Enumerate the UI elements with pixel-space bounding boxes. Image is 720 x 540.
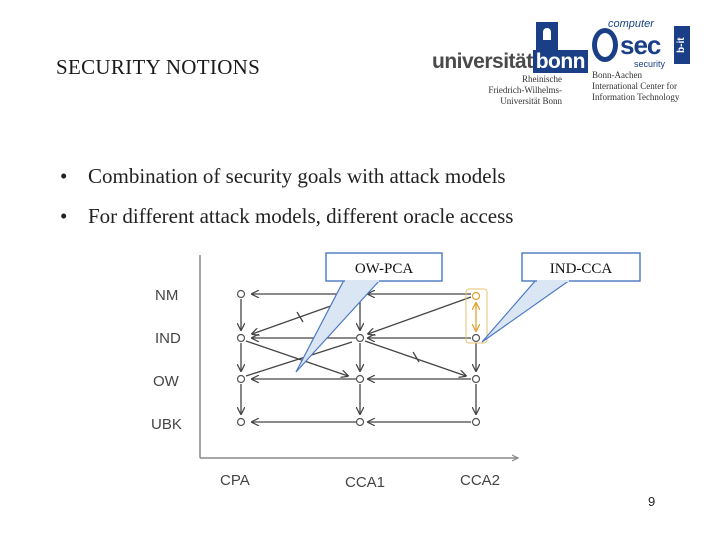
node-cca2-ind bbox=[473, 335, 480, 342]
callout-label-ow-pca: OW-PCA bbox=[354, 261, 414, 277]
node-cca2-nm bbox=[473, 293, 480, 300]
logo-bit-box: b-it bbox=[674, 26, 690, 64]
bullet-text: Combination of security goals with attack models bbox=[88, 164, 506, 188]
logo-word-uni: universität bbox=[432, 50, 533, 73]
logo-subtext-line: Friedrich-Wilhelms- bbox=[488, 85, 562, 95]
callout-ow-pca bbox=[296, 253, 442, 372]
node-cca1-ow bbox=[357, 376, 364, 383]
logo-subtext-line: Bonn-Aachen bbox=[592, 70, 642, 80]
y-label-ow: OW bbox=[153, 373, 179, 390]
y-label-ind: IND bbox=[155, 330, 181, 347]
x-label-cpa: CPA bbox=[220, 472, 250, 489]
y-label-ubk: UBK bbox=[151, 416, 182, 433]
y-label-nm: NM bbox=[155, 287, 179, 304]
node-cpa-ubk bbox=[238, 419, 245, 426]
callout-label-ind-cca: IND-CCA bbox=[549, 261, 613, 277]
logo-subtext-line: Rheinische bbox=[522, 74, 562, 84]
node-cpa-ow bbox=[238, 376, 245, 383]
node-cca2-ubk bbox=[473, 419, 480, 426]
logo-subtext-line: Universität Bonn bbox=[500, 96, 562, 106]
bullet-dot: • bbox=[60, 164, 68, 188]
nodes bbox=[238, 291, 480, 426]
vertical-arrows bbox=[241, 299, 476, 414]
x-label-cca2: CCA2 bbox=[460, 472, 501, 489]
x-label-cca1: CCA1 bbox=[345, 474, 386, 491]
logo-subtext-line: International Center for bbox=[592, 81, 677, 91]
logo-sec-text: sec bbox=[620, 30, 661, 60]
horizontal-arrows bbox=[252, 294, 471, 422]
logo-subtext-line: Information Technology bbox=[592, 92, 680, 102]
logo-word-bonn: bonn bbox=[533, 50, 588, 73]
node-cca1-ind bbox=[357, 335, 364, 342]
arrow-diag-cca1ind-cca2ow bbox=[365, 341, 466, 376]
logo-computer-text: computer bbox=[608, 18, 654, 30]
page-number: 9 bbox=[648, 494, 656, 509]
slide-title: SECURITY NOTIONS bbox=[56, 55, 261, 79]
arrow-diag-cca2nm-cca1ind bbox=[368, 297, 471, 334]
callout-pointer-ind-cca bbox=[482, 280, 570, 342]
node-cca1-ubk bbox=[357, 419, 364, 426]
bullet-text: For different attack models, different oracle access bbox=[88, 204, 514, 228]
node-cca2-ow bbox=[473, 376, 480, 383]
callout-ind-cca bbox=[482, 253, 640, 342]
node-cpa-nm bbox=[238, 291, 245, 298]
tick-mark bbox=[413, 352, 419, 362]
node-cpa-ind bbox=[238, 335, 245, 342]
logo-security-text: security bbox=[634, 59, 666, 69]
bullet-dot: • bbox=[60, 204, 68, 228]
